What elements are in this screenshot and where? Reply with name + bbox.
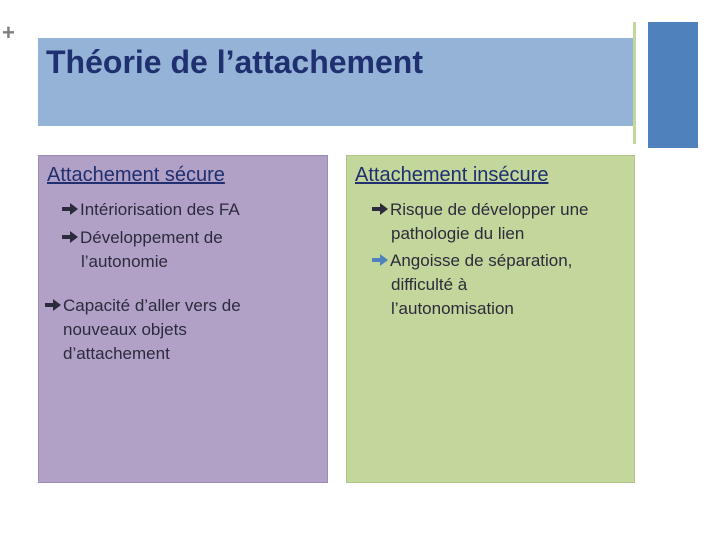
arrow-right-icon (61, 230, 79, 244)
right-accent-bar (648, 22, 698, 148)
title-accent-line (633, 22, 636, 144)
bullet-text: Risque de développer une (390, 200, 589, 219)
bullet-text-cont: l’autonomie (81, 252, 168, 271)
page-title: Théorie de l’attachement (46, 44, 423, 80)
arrow-right-icon (61, 202, 79, 216)
bullet-text-cont: l’autonomisation (391, 299, 514, 318)
bullet-text: Angoisse de séparation, (390, 251, 573, 270)
bullet-developpement (61, 226, 223, 274)
bullet-interiorisation (61, 198, 240, 222)
bullet-text: Capacité d’aller vers de (63, 296, 241, 315)
bullet-capacite (44, 294, 241, 366)
arrow-right-icon (371, 253, 389, 267)
panel-heading-insecure: Attachement insécure (355, 164, 549, 186)
plus-mark: + (2, 20, 15, 45)
arrow-right-icon (371, 202, 389, 216)
panel-secure-attachment (38, 155, 328, 483)
bullet-text-cont: difficulté à (391, 275, 468, 294)
bullet-text-cont: nouveaux objets (63, 320, 187, 339)
bullet-text-cont: pathologie du lien (391, 224, 525, 243)
bullet-risque (371, 198, 588, 246)
bullet-angoisse (371, 249, 572, 321)
bullet-text-cont: d’attachement (63, 344, 170, 363)
bullet-text: Intériorisation des FA (80, 200, 240, 219)
panel-heading-secure: Attachement sécure (47, 164, 225, 186)
arrow-right-icon (44, 298, 62, 312)
panel-insecure-attachment (346, 155, 635, 483)
bullet-text: Développement de (80, 228, 223, 247)
